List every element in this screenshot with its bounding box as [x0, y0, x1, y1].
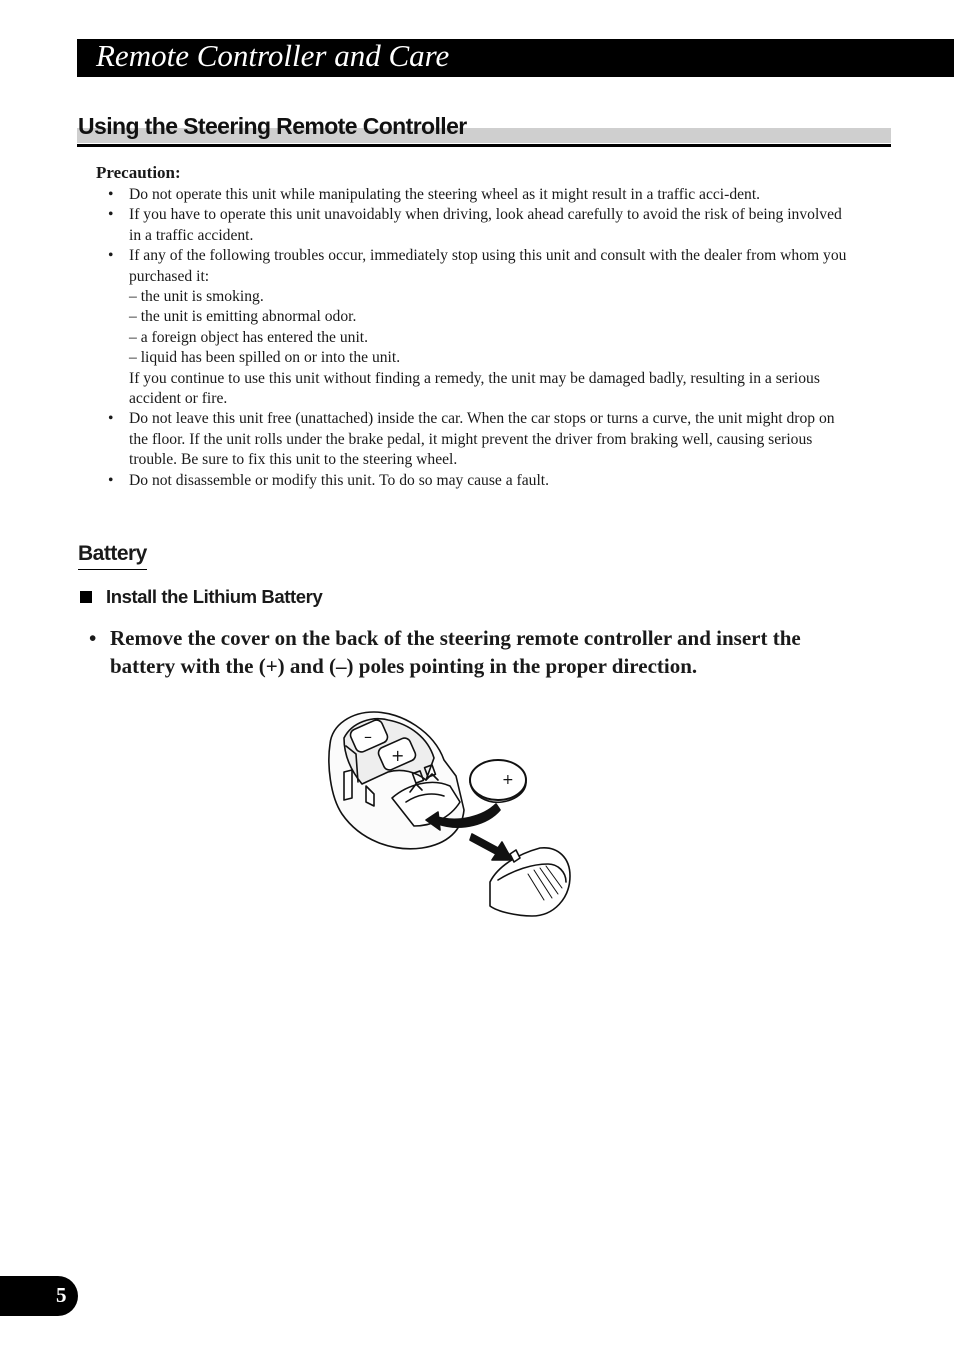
section-title: Using the Steering Remote Controller: [78, 113, 467, 139]
precaution-text: If you have to operate this unit unavoidably when driving, look ahead carefully to avoid the risk of being involved in a traffic accident.: [129, 206, 842, 244]
trouble-item: – the unit is emitting abnormal odor.: [129, 308, 357, 326]
precaution-list: [107, 185, 855, 491]
bullet-icon: •: [89, 626, 97, 650]
precaution-text: Do not leave this unit free (unattached) inside the car. When the car stops or turns a curve, the unit might drop on the floor. If the unit rolls under the brake pedal, it might prevent the driver from braking well, causing serious trouble. Be sure to fix this unit to the steering wheel.: [129, 410, 835, 469]
coin-battery-icon: [470, 760, 526, 802]
list-item: [107, 246, 855, 409]
svg-text:+: +: [502, 772, 514, 788]
square-bullet-icon: [80, 591, 92, 603]
list-item: [107, 205, 855, 246]
precaution-text: Do not operate this unit while manipulating the steering wheel as it might result in a traffic acci-dent.: [129, 186, 761, 203]
battery-instruction: Remove the cover on the back of the steering remote controller and insert the battery with the (+) and (–) poles pointing in the proper direction.: [110, 626, 801, 678]
precaution-heading: Precaution:: [96, 163, 181, 182]
bullet-icon: •: [108, 186, 114, 203]
precaution-followup: If you continue to use this unit without finding a remedy, the unit may be damaged badly, resulting in a serious accident or fire.: [129, 369, 820, 408]
section-header-rule: [77, 144, 891, 147]
install-battery-heading: Install the Lithium Battery: [106, 586, 323, 607]
svg-text:–: –: [364, 727, 372, 746]
bullet-icon: •: [108, 206, 114, 224]
bullet-icon: •: [108, 247, 114, 265]
svg-text:+: +: [391, 746, 405, 765]
bullet-icon: •: [108, 471, 114, 489]
page-number: 5: [56, 1283, 67, 1307]
battery-heading: Battery: [78, 540, 147, 570]
precaution-text: If any of the following troubles occur, immediately stop using this unit and consult with the dealer from whom you purchased it:: [129, 247, 847, 285]
bullet-icon: •: [108, 410, 114, 428]
chapter-title: Remote Controller and Care: [96, 38, 450, 73]
precaution-text: Do not disassemble or modify this unit. To do so may cause a fault.: [129, 471, 550, 489]
trouble-item: – a foreign object has entered the unit.: [129, 328, 369, 346]
list-item: [107, 185, 855, 205]
trouble-item: – liquid has been spilled on or into the unit.: [129, 349, 401, 367]
list-item: [107, 409, 855, 470]
list-item: [107, 471, 855, 491]
remote-battery-illustration-icon: [322, 702, 582, 924]
trouble-item: – the unit is smoking.: [129, 288, 264, 306]
